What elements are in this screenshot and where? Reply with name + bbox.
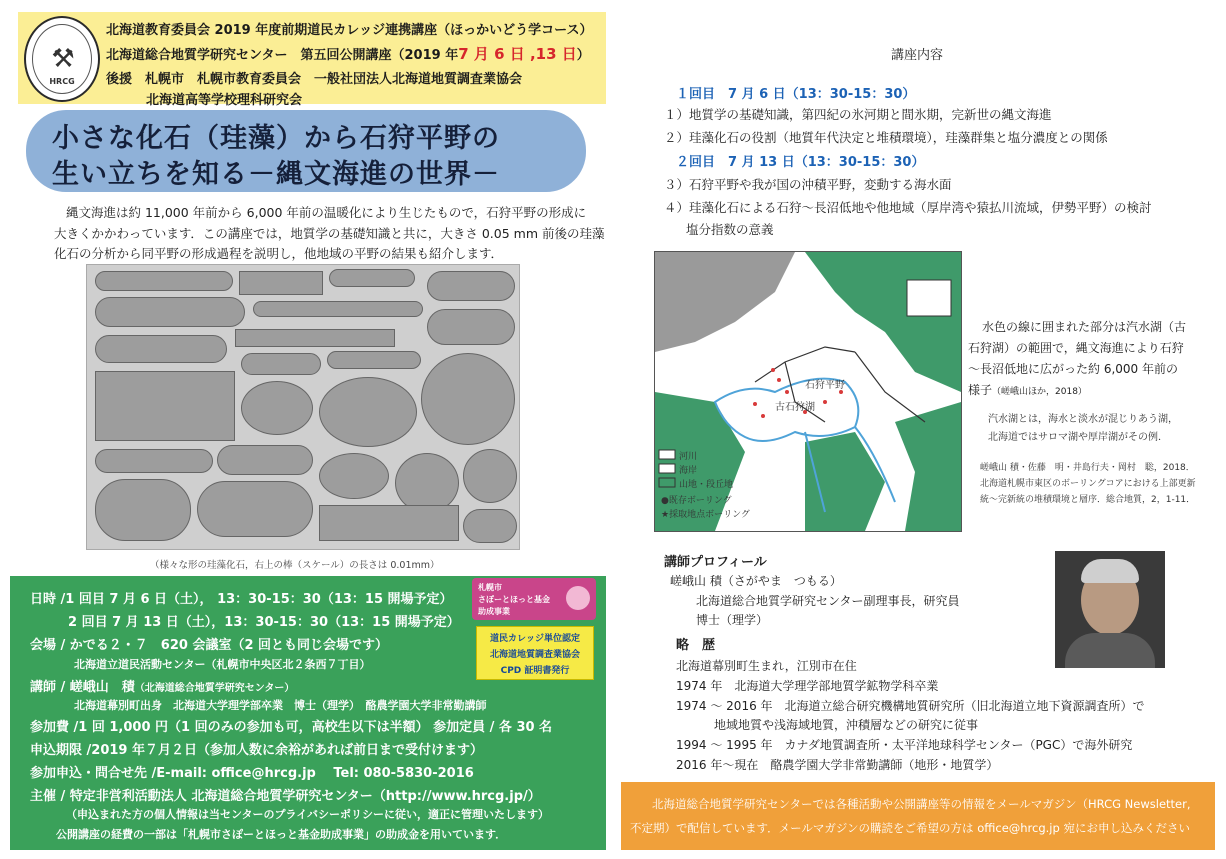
info-funding: 公開講座の経費の一部は「札幌市さぽーとほっと基金助成事業」の助成金を用いています． xyxy=(56,828,507,841)
header-line-2-pre: 北海道総合地質学研究センター 第五回公開講座（2019 年 xyxy=(106,48,459,63)
header-line-3: 後援 札幌市 札幌市教育委員会 一般社団法人北海道地質調査業協会 xyxy=(106,72,523,87)
map-note2-line-2: 北海道ではサロマ湖や厚岸湖がその例． xyxy=(988,432,1168,443)
career-line-3-cont: 地域地質や浅海域地質，沖積層などの研究に従事 xyxy=(714,718,979,732)
info-lecturer-bio: 北海道幕別町出身 北海道大学理学部卒業 博士（理学） 酪農学園大学非常勤講師 xyxy=(74,699,487,712)
cpd-line-3: CPD 証明書発行 xyxy=(500,666,570,676)
cpd-line-2: 北海道地質調査業協会 xyxy=(489,650,580,660)
header-line-2-post: ） xyxy=(576,48,590,63)
career-line-4: 1994 ～ 1995 年 カナダ地質調査所・太平洋地球科学センター（PGC）で海外研究 xyxy=(676,738,1133,752)
info-fee: 参加費 /1 回 1,000 円（1 回のみの参加も可，高校生以下は半額） 参加定員 / 各 30 名 xyxy=(30,720,553,735)
cpd-line-1: 道民カレッジ単位認定 xyxy=(490,634,580,644)
map-ref-line-1: 嵯峨山 積・佐藤 明・井島行夫・岡村 聡，2018． xyxy=(980,463,1195,473)
hammer-icon: ⚒ xyxy=(51,44,75,74)
map-legend-coast: 海岸 xyxy=(679,466,698,476)
session-1-item-2: ２）珪藻化石の役割（地質年代決定と堆積環境），珪藻群集と塩分濃度との関係 xyxy=(664,130,1108,145)
header-date: 7 月 6 日 ,13 日 xyxy=(458,45,577,63)
intro-line-1: 縄文海進は約 11,000 年前から 6,000 年前の温暖化により生じたもので，石狩平野の形成に xyxy=(66,205,587,220)
map-note-line-4-text: 様子 xyxy=(968,383,993,397)
info-privacy: （申込まれた方の個人情報は当センターのプライバシーポリシーに従い，適正に管理いたします） xyxy=(66,808,550,821)
course-heading: 講座内容 xyxy=(891,48,944,63)
career-line-5: 2016 年～現在 酪農学園大学非常勤講師（地形・地質学） xyxy=(676,758,999,772)
header-line-2 xyxy=(106,43,590,64)
map-note2-line-1: 汽水湖とは，海水と淡水が混じりあう湖， xyxy=(988,414,1178,425)
hrcg-logo xyxy=(24,16,100,102)
session-1-heading: １回目 7 月 6 日（13：30-15：30） xyxy=(676,87,916,102)
career-line-3: 1974 ～ 2016 年 北海道立総合研究機構地質研究所（旧北海道立地下資源調査所）で xyxy=(676,699,1145,713)
session-2-item-4: ４）珪藻化石による石狩～長沼低地や他地域（厚岸湾や猿払川流域，伊勢平野）の検討 xyxy=(664,200,1152,215)
newsletter-banner xyxy=(621,782,1215,850)
profile-heading: 講師プロフィール xyxy=(664,555,767,570)
info-lecturer xyxy=(30,676,294,695)
sea-area xyxy=(655,252,795,352)
mascot-icon xyxy=(566,586,590,610)
session-2-item-3: ３）石狩平野や我が国の沖積平野，変動する海水面 xyxy=(664,177,952,192)
title-line-1: 小さな化石（珪藻）から石狩平野の xyxy=(52,123,500,154)
info-date-2: 2 回目 7 月 13 日（土），13：30-15：30（13：15 開場予定） xyxy=(68,615,460,630)
map-legend-river: 河川 xyxy=(679,452,698,462)
map-note-line-4 xyxy=(968,381,1087,398)
lecturer-photo xyxy=(1055,551,1165,668)
map-legend-sample: ★採取地点ボーリング xyxy=(661,510,750,520)
header-line-1: 北海道教育委員会 2019 年度前期道民カレッジ連携講座（ほっかいどう学コース） xyxy=(106,23,593,38)
profile-position-2: 博士（理学） xyxy=(696,613,769,627)
map-legend-boring: ●既存ボーリング xyxy=(661,496,732,506)
career-heading: 略 歴 xyxy=(676,638,716,653)
session-1-item-1: １）地質学の基礎知識，第四紀の氷河期と間氷期，完新世の縄文海進 xyxy=(664,107,1052,122)
logo-text: HRCG xyxy=(49,77,75,86)
profile-position-1: 北海道総合地質学研究センター副理事長，研究員 xyxy=(696,594,960,608)
intro-line-3: 化石の分析から同平野の形成過程を説明し，他地域の平野の結果も紹介します． xyxy=(54,246,504,261)
info-lecturer-affiliation: （北海道総合地質学研究センター） xyxy=(134,683,295,694)
credit-badge xyxy=(476,626,594,680)
mountain-area-ne xyxy=(805,252,961,392)
diatom-photo xyxy=(86,264,520,550)
newsletter-line-1: 北海道総合地質学研究センターでは各種活動や公開講座等の情報をメールマガジン（HRCG Newsletter, xyxy=(652,797,1191,811)
info-venue: 会場 / かでる２・７ 620 会議室（2 回とも同じ会場です） xyxy=(30,638,389,653)
sticker-line-1: 札幌市 xyxy=(478,583,502,592)
info-organizer[interactable]: 主催 / 特定非営利活動法人 北海道総合地質学研究センター（http://www.hrcg.jp/） xyxy=(30,789,541,804)
session-2-heading: ２回目 7 月 13 日（13：30-15：30） xyxy=(676,155,925,170)
photo-caption: （様々な形の珪藻化石，右上の棒（スケール）の長さは 0.01mm） xyxy=(150,560,440,571)
map-label-ishikari: 石狩平野 xyxy=(805,380,845,391)
support-fund-badge xyxy=(472,578,596,620)
mountain-area-se xyxy=(895,402,961,531)
sticker-line-2: さぽーとほっと基金 xyxy=(478,595,550,604)
header-line-4: 北海道高等学校理科研究会 xyxy=(146,93,303,108)
map-ref-line-2: 北海道札幌市東区のボーリングコアにおける上部更新 xyxy=(980,479,1196,489)
title-line-2: 生い立ちを知る－縄文海進の世界－ xyxy=(52,159,500,190)
info-lecturer-name: 講師 / 嵯峨山 積 xyxy=(30,680,135,695)
info-deadline: 申込期限 /2019 年７月２日（参加人数に余裕があれば前日まで受付けます） xyxy=(30,743,483,758)
sticker-line-3: 助成事業 xyxy=(478,607,510,616)
career-line-2: 1974 年 北海道大学理学部地質学鉱物学科卒業 xyxy=(676,679,939,693)
info-venue-address: 北海道立道民活動センター（札幌市中央区北２条西７丁目） xyxy=(74,658,371,671)
newsletter-line-2[interactable]: 不定期）で配信しています．メールマガジンの購読をご希望の方は office@hrcg.jp 宛にお申し込みください xyxy=(630,821,1190,835)
info-contact[interactable]: 参加申込・問合せ先 /E-mail: office@hrcg.jp Tel: 080-5830-2016 xyxy=(30,766,474,781)
map-legend-mountain: 山地・段丘地 xyxy=(679,480,734,490)
map-note-line-1: 水色の線に囲まれた部分は汽水湖（古 xyxy=(982,320,1187,334)
session-2-item-4-cont: 塩分指数の意義 xyxy=(686,222,774,237)
profile-name: 嵯峨山 積（さがやま つもる） xyxy=(670,574,842,588)
info-date-1: 日時 /1 回目 7 月 6 日（土）， 13：30-15：30（13：15 開場予定） xyxy=(30,592,453,607)
paleo-lake-map xyxy=(654,251,962,532)
map-note-cite: （嵯峨山ほか，2018） xyxy=(992,387,1087,397)
map-ref-line-3: 統～完新統の堆積環境と層序．総合地質，2，1-11． xyxy=(980,495,1196,505)
map-label-kosekikari: 古石狩湖 xyxy=(775,402,815,413)
career-line-1: 北海道幕別町生まれ，江別市在住 xyxy=(676,659,857,673)
map-note-line-3: ～長沼低地に広がった約 6,000 年前の xyxy=(968,362,1178,376)
map-note-line-2: 石狩湖）の範囲で，縄文海進により石狩 xyxy=(968,341,1184,355)
intro-line-2: 大きくかかわっています．この講座では，地質学の基礎知識と共に，大きさ 0.05 mm 前後の珪藻 xyxy=(54,226,605,241)
